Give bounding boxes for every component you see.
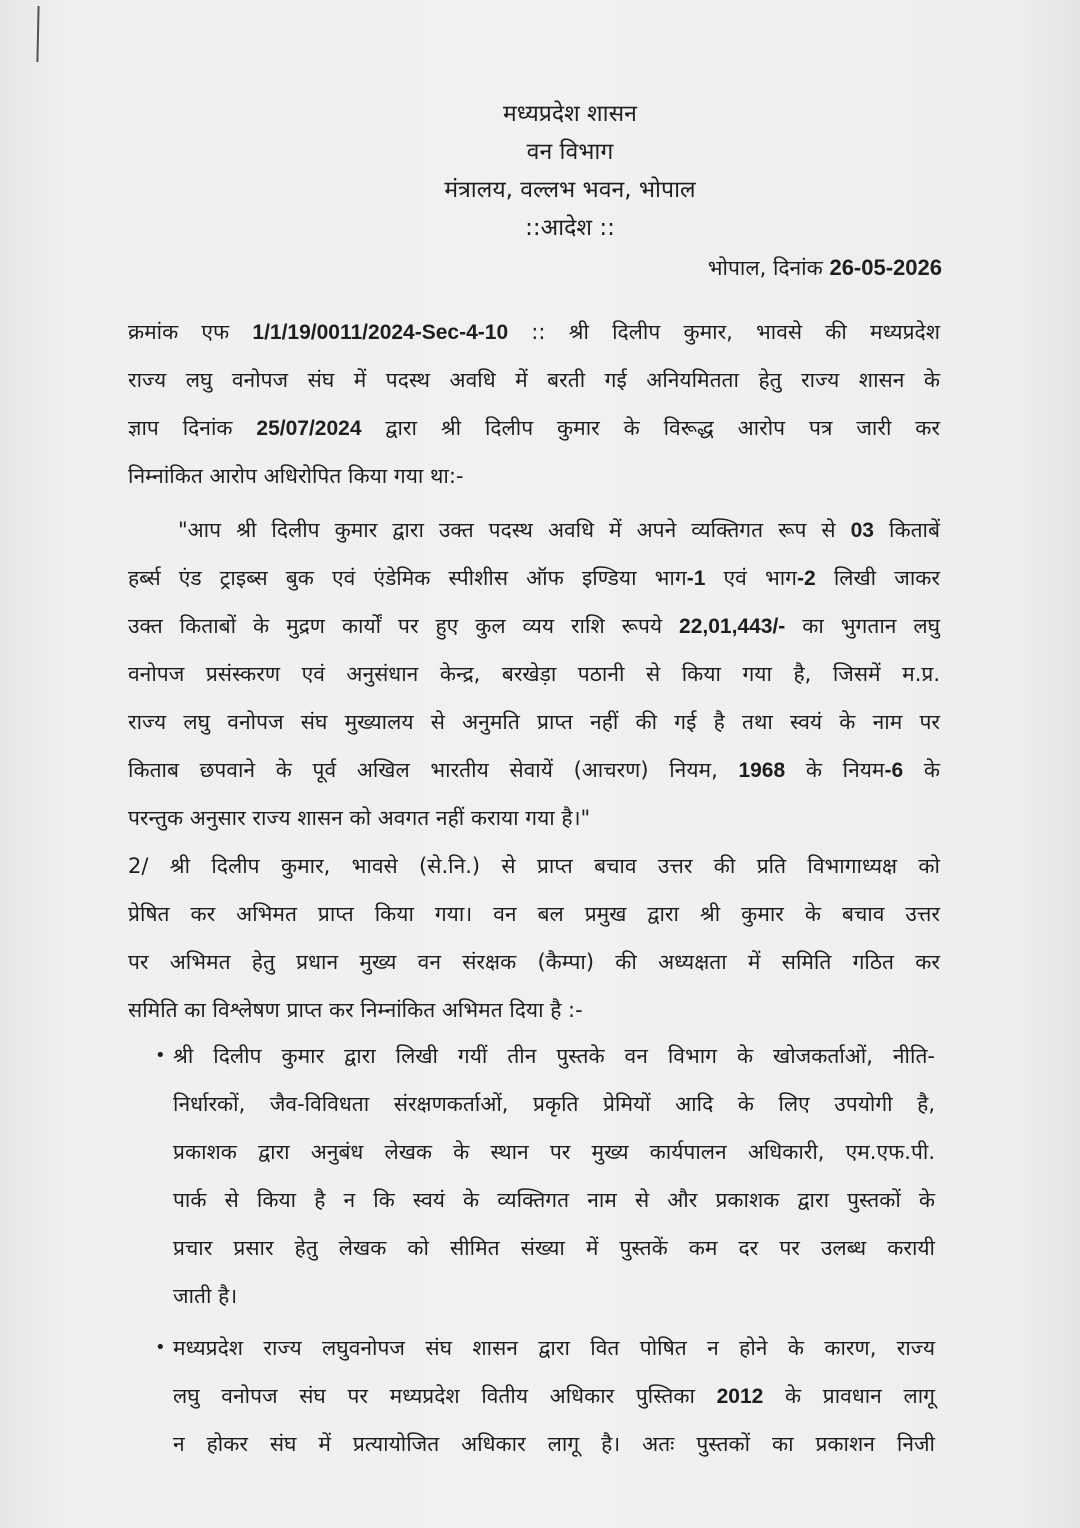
text-line: जाती है।: [173, 1284, 238, 1308]
memo-date: 25/07/2024: [256, 417, 362, 440]
text-line: निम्नांकित आरोप अधिरोपित किया गया था:-: [128, 464, 464, 488]
text-span: किताबें: [889, 518, 940, 542]
text-line: [128, 842, 940, 890]
text-line: [128, 746, 940, 794]
text-line: [128, 506, 940, 554]
margin-pen-mark: [36, 6, 39, 62]
text-number: 03: [850, 519, 874, 542]
text-number: 2012: [716, 1385, 764, 1408]
department-name: वन विभाग: [526, 139, 614, 165]
text-line: राज्य लघु वनोपज संघ में पदस्थ अवधि में बरती गई अनियमितता हेतु राज्य शासन के: [128, 368, 940, 392]
opinion-list: [155, 1032, 935, 1468]
text-line: पर अभिमत हेतु प्रधान मुख्य वन संरक्षक (कैम्पा) की अध्यक्षता में समिति गठित कर: [128, 950, 940, 974]
order-title: ::आदेश ::: [525, 215, 615, 241]
text-number: 1968: [738, 759, 786, 782]
text-number: -1: [686, 567, 706, 590]
text-span: ज्ञाप दिनांक: [128, 416, 233, 440]
text-line: [128, 554, 940, 602]
order-number: 1/1/19/0011/2024-Sec-4-10: [252, 321, 509, 344]
text-span: किताब छपवाने के पूर्व अखिल भारतीय सेवायें (आचरण) नियम,: [128, 758, 718, 782]
text-line: परन्तुक अनुसार राज्य शासन को अवगत नहीं कराया गया है।": [128, 806, 591, 830]
text-span: के: [923, 758, 940, 782]
text-span: क्रमांक एफ: [128, 320, 230, 344]
text-line: [173, 1372, 935, 1420]
text-span: "आप श्री दिलीप कुमार द्वारा उक्त पदस्थ अवधि में अपने व्यक्तिगत रूप से: [178, 518, 836, 542]
date-value: 26-05-2026: [829, 255, 942, 280]
government-name: मध्यप्रदेश शासन: [503, 101, 637, 127]
office-address: मंत्रालय, वल्लभ भवन, भोपाल: [444, 177, 696, 203]
charge-quote: [128, 506, 940, 842]
paragraph-number: 2/: [128, 854, 149, 878]
text-line: मध्यप्रदेश राज्य लघुवनोपज संघ शासन द्वारा वित पोषित न होने के कारण, राज्य: [173, 1336, 935, 1360]
text-line: [128, 404, 940, 452]
amount: 22,01,443/-: [679, 615, 786, 638]
text-line: श्री दिलीप कुमार द्वारा लिखी गयीं तीन पुस्तके वन विभाग के खोजकर्ताओं, नीति-: [173, 1044, 935, 1068]
text-line: [128, 308, 940, 356]
text-span: के प्रावधान लागू: [784, 1384, 935, 1408]
order-header: [0, 95, 1080, 247]
paragraph-2: [128, 842, 940, 1034]
date-prefix: भोपाल, दिनांक: [707, 256, 823, 280]
text-line: वनोपज प्रसंस्करण एवं अनुसंधान केन्द्र, बरखेड़ा पठानी से किया गया है, जिसमें म.प्र.: [128, 662, 940, 686]
text-line: निर्धारकों, जैव-विविधता संरक्षणकर्ताओं, प्रकृति प्रेमियों आदि के लिए उपयोगी है,: [173, 1092, 935, 1116]
paragraph-1: [128, 308, 940, 500]
text-line: [128, 602, 940, 650]
text-line: पार्क से किया है न कि स्वयं के व्यक्तिगत नाम से और प्रकाशक द्वारा पुस्तकों के: [173, 1188, 935, 1212]
text-span: :: श्री दिलीप कुमार, भावसे की मध्यप्रदेश: [531, 320, 940, 344]
list-item: [155, 1324, 935, 1468]
text-line: न होकर संघ में प्रत्यायोजित अधिकार लागू है। अतः पुस्तकों का प्रकाशन निजी: [173, 1432, 935, 1456]
order-date: [708, 254, 942, 282]
text-span: लिखी जाकर: [833, 566, 940, 590]
text-span: एवं भाग: [723, 566, 797, 590]
text-span: के नियम: [805, 758, 885, 782]
bullet-icon: •: [155, 1045, 166, 1066]
text-line: समिति का विश्लेषण प्राप्त कर निम्नांकित अभिमत दिया है :-: [128, 998, 583, 1022]
list-item: [155, 1032, 935, 1320]
text-span: हर्ब्स एंड ट्राइब्स बुक एवं एंडेमिक स्पीशीस ऑफ इण्डिया भाग: [128, 566, 687, 590]
text-line: प्रेषित कर अभिमत प्राप्त किया गया। वन बल प्रमुख द्वारा श्री कुमार के बचाव उत्तर: [128, 902, 940, 926]
text-number: -2: [796, 567, 816, 590]
text-line: प्रकाशक द्वारा अनुबंध लेखक के स्थान पर मुख्य कार्यपालन अधिकारी, एम.एफ.पी.: [173, 1140, 935, 1164]
bullet-icon: •: [155, 1337, 166, 1358]
text-span: उक्त किताबों के मुद्रण कार्यों पर हुए कुल व्यय राशि रूपये: [128, 614, 663, 638]
text-span: द्वारा श्री दिलीप कुमार के विरूद्ध आरोप पत्र जारी कर: [385, 416, 940, 440]
text-number: -6: [884, 759, 904, 782]
text-span: का भुगतान लघु: [802, 614, 941, 638]
text-span: लघु वनोपज संघ पर मध्यप्रदेश वितीय अधिकार पुस्तिका: [173, 1384, 695, 1408]
text-span: श्री दिलीप कुमार, भावसे (से.नि.) से प्राप्त बचाव उत्तर की प्रति विभागाध्यक्ष को: [169, 854, 940, 878]
text-line: राज्य लघु वनोपज संघ मुख्यालय से अनुमति प्राप्त नहीं की गई है तथा स्वयं के नाम पर: [128, 710, 940, 734]
text-line: प्रचार प्रसार हेतु लेखक को सीमित संख्या में पुस्तकें कम दर पर उलब्ध करायी: [173, 1236, 935, 1260]
